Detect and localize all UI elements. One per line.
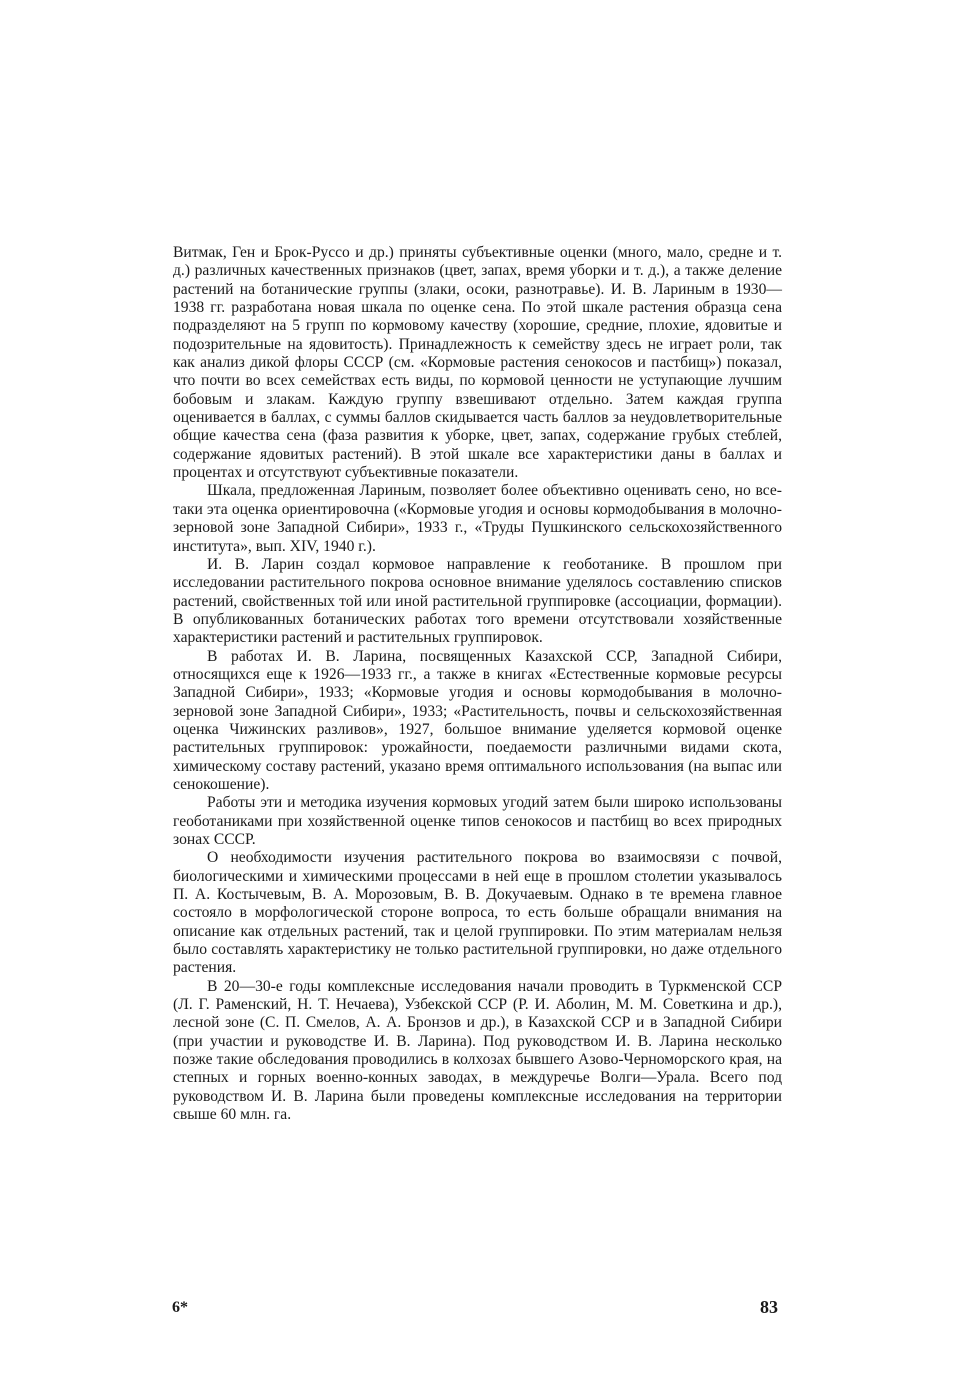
paragraph-2: Шкала, предложенная Лариным, позволяет более объективно оценивать сено, но все-таки эта оценка ориентировочна («Кормовые угодия и основы кормодобывания в молочно-зерновой зоне Западной Сибири», 1933 г., «Труды Пушкинского сельскохозяйственного института», вып. XIV, 1940 г.).: [173, 482, 782, 555]
paragraph-4: В работах И. В. Ларина, посвященных Казахской ССР, Западной Сибири, относящихся еще к 1926—1933 гг., а также в книгах «Естественные кормовые ресурсы Западной Сибири», 1933; «Кормовые угодия и основы кормодобывания в молочно-зерновой зоне Западной Сибири», 1933; «Растительность, почвы и сельскохозяйственная оценка Чижинских разливов», 1927, большое внимание уделяется кормовой оценке растительных группировок: урожайности, поедаемости различными видами скота, химическому составу растений, указано время оптимального использования (на выпас или сенокошение).: [173, 647, 782, 793]
paragraph-3: И. В. Ларин создал кормовое направление к геоботанике. В прошлом при исследовании растительного покрова основное внимание уделялось составлению списков растений, свойственных той или иной растительной группировке (ассоциации, формации). В опубликованных ботанических работах того времени отсутствовали хозяйственные характеристики растений и растительных группировок.: [173, 555, 782, 647]
paragraph-7: В 20—30-е годы комплексные исследования начали проводить в Туркменской ССР (Л. Г. Раменский, Н. Т. Нечаева), Узбекской ССР (Р. И. Аболин, М. М. Советкина и др.), лесной зоне (С. П. Смелов, А. А. Бронзов и др.), в Казахской ССР и в Западной Сибири (при участии и руководстве И. В. Ларина). Под руководством И. В. Ларина несколько позже такие обследования проводились в колхозах бывшего Азово-Черноморского края, на степных и горных военно-конных заводах, в междуречье Волги—Урала. Всего под руководством И. В. Ларина были проведены комплексные исследования на территории свыше 60 млн. га.: [173, 977, 782, 1124]
body-text: [173, 244, 782, 1125]
paragraph-5: Работы эти и методика изучения кормовых угодий затем были широко использованы геоботаниками при хозяйственной оценке типов сенокосов и пастбищ во всех природных зонах СССР.: [173, 794, 782, 848]
printer-signature-mark: 6*: [172, 1299, 188, 1316]
paragraph-1: Витмак, Ген и Брок-Руссо и др.) приняты субъективные оценки (много, мало, средне и т. д.) различных качественных признаков (цвет, запах, время уборки и т. д.), а также деление растений на ботанические группы (злаки, осоки, разнотравье). И. В. Лариным в 1930—1938 гг. разработана новая шкала по оценке сена. По этой шкале растения образца сена подразделяют на 5 групп по кормовому качеству (хорошие, средние, плохие, ядовитые и подозрительные на ядовитость). Принадлежность к семейству здесь не играет роли, так как анализ дикой флоры СССР (см. «Кормовые растения сенокосов и пастбищ») показал, что почти во всех семействах есть виды, по кормовой ценности не уступающие лучшим бобовым и злакам. Каждую группу взвешивают отдельно. Затем каждая группа оценивается в баллах, с суммы баллов скидывается часть баллов за неудовлетворительные общие качества сена (фаза развития к уборке, цвет, запах, содержание грубых стеблей, содержание ядовитых растений). В этой шкале все характеристики даны в баллах и процентах и отсутствуют субъективные показатели.: [173, 244, 782, 482]
page-number: 83: [760, 1297, 778, 1317]
paragraph-6: О необходимости изучения растительного покрова во взаимосвязи с почвой, биологическими и химическими процессами в ней еще в прошлом столетии указывалось П. А. Костычевым, В. А. Морозовым, В. В. Докучаевым. Однако в те времена главное состояло в морфологической стороне вопроса, то есть больше обращали внимания на описание как отдельных растений, так и целой группировки. По этим материалам нельзя было составлять характеристику не только растительной группировки, но даже отдельного растения.: [173, 849, 782, 977]
